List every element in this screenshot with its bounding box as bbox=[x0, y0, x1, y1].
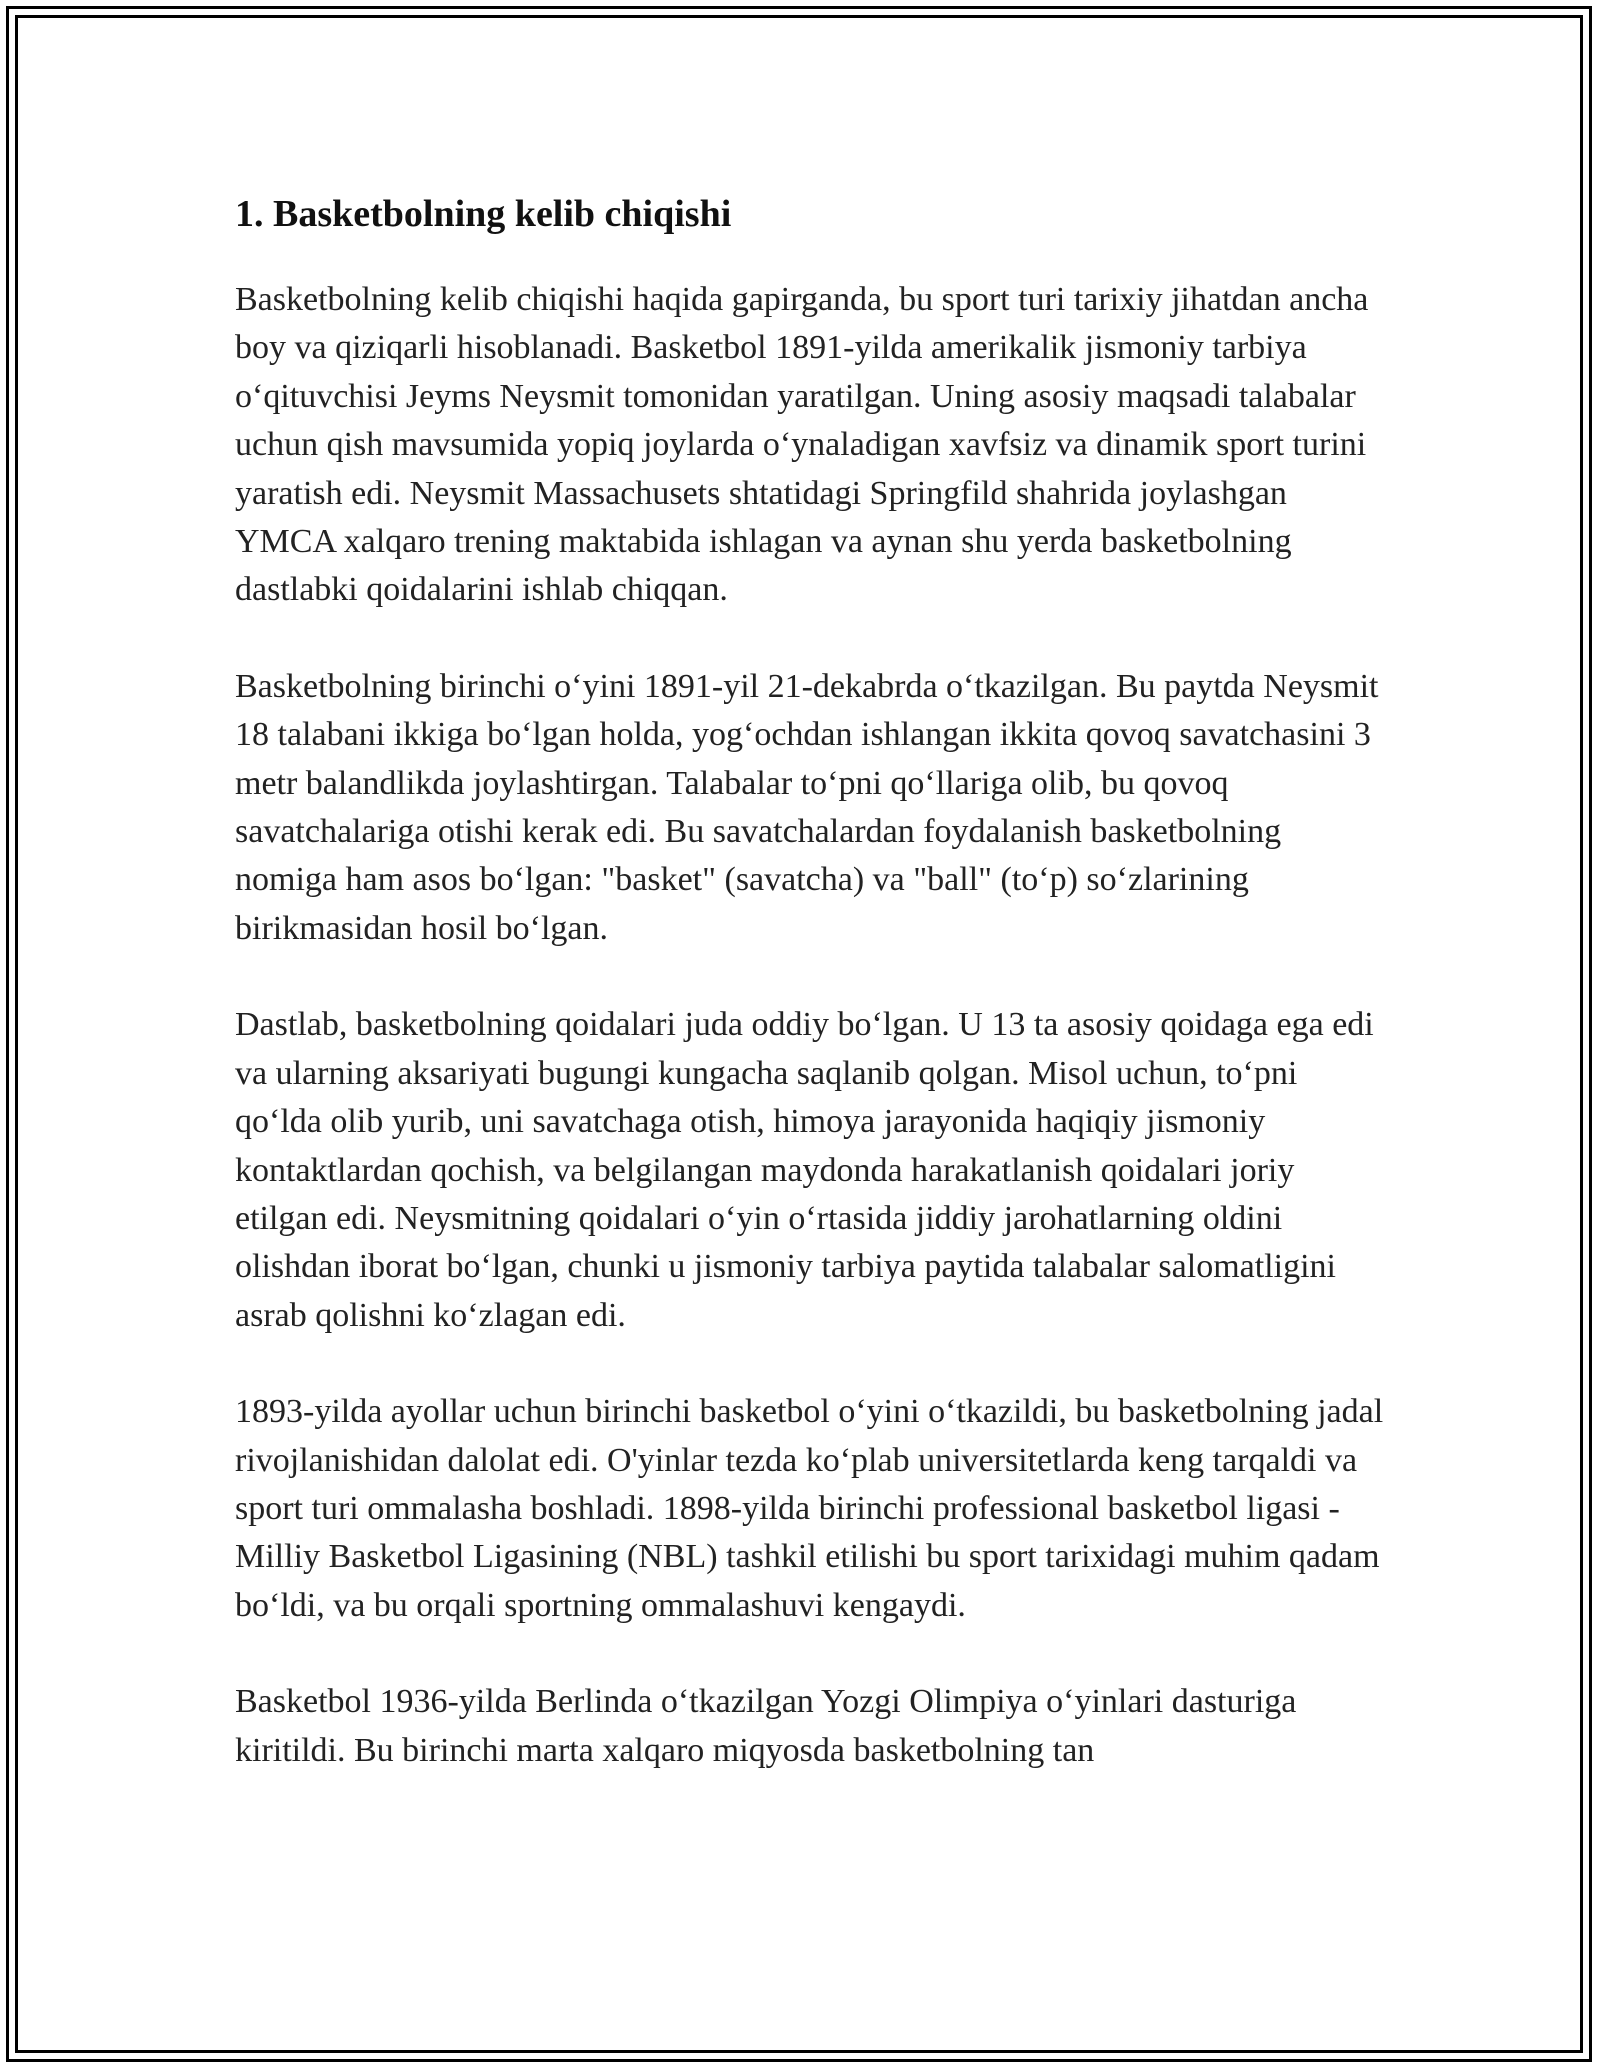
paragraph-first-game: Basketbolning birinchi o‘yini 1891-yil 21-dekabrda o‘tkazilgan. Bu paytda Neysmit 18 talabani ikkiga bo‘lgan holda, yog‘ochdan ishlangan ikkita qovoq savatchasini 3 metr balandlikda joylashtirgan. Talabalar to‘pni qo‘llariga olib, bu qovoq savatchalariga otishi kerak edi. Bu savatchalardan foydalanish basketbolning nomiga ham asos bo‘lgan: "basket" (savatcha) va "ball" (to‘p) so‘zlarining birikmasidan hosil bo‘lgan. bbox=[235, 667, 1379, 947]
section-heading: 1. Basketbolning kelib chiqishi bbox=[235, 193, 732, 235]
paragraph-growth: 1893-yilda ayollar uchun birinchi basketbol o‘yini o‘tkazildi, bu basketbolning jadal rivojlanishidan dalolat edi. O'yinlar tezda ko‘plab universitetlarda keng tarqaldi va sport turi ommalasha boshladi. 1898-yilda birinchi professional basketbol ligasi - Milliy Basketbol Ligasining (NBL) tashkil etilishi bu sport tarixidagi muhim qadam bo‘ldi, va bu orqali sportning ommalashuvi kengaydi. bbox=[235, 1393, 1384, 1624]
paragraph-early-rules: Dastlab, basketbolning qoidalari juda oddiy bo‘lgan. U 13 ta asosiy qoidaga ega edi va ularning aksariyati bugungi kungacha saqlanib qolgan. Misol uchun, to‘pni qo‘lda olib yurib, uni savatchaga otish, himoya jarayonida haqiqiy jismoniy kontaktlardan qochish, va belgilangan maydonda harakatlanish qoidalari joriy etilgan edi. Neysmitning qoidalari o‘yin o‘rtasida jiddiy jarohatlarning oldini olishdan iborat bo‘lgan, chunki u jismoniy tarbiya paytida talabalar salomatligini asrab qolishni ko‘zlagan edi. bbox=[235, 1006, 1374, 1334]
paragraph-origin: Basketbolning kelib chiqishi haqida gapirganda, bu sport turi tarixiy jihatdan ancha boy va qiziqarli hisoblanadi. Basketbol 1891-yilda amerikalik jismoniy tarbiya o‘qituvchisi Jeyms Neysmit tomonidan yaratilgan. Uning asosiy maqsadi talabalar uchun qish mavsumida yopiq joylarda o‘ynaladigan xavfsiz va dinamik sport turini yaratish edi. Neysmit Massachusets shtatidagi Springfild shahrida joylashgan YMCA xalqaro trening maktabida ishlagan va aynan shu yerda basketbolning dastlabki qoidalarini ishlab chiqqan. bbox=[235, 281, 1369, 609]
document-body bbox=[235, 180, 1385, 1823]
paragraph-olympics: Basketbol 1936-yilda Berlinda o‘tkazilgan Yozgi Olimpiya o‘yinlari dasturiga kiritildi. Bu birinchi marta xalqaro miqyosda basketbolning tan bbox=[235, 1683, 1297, 1769]
